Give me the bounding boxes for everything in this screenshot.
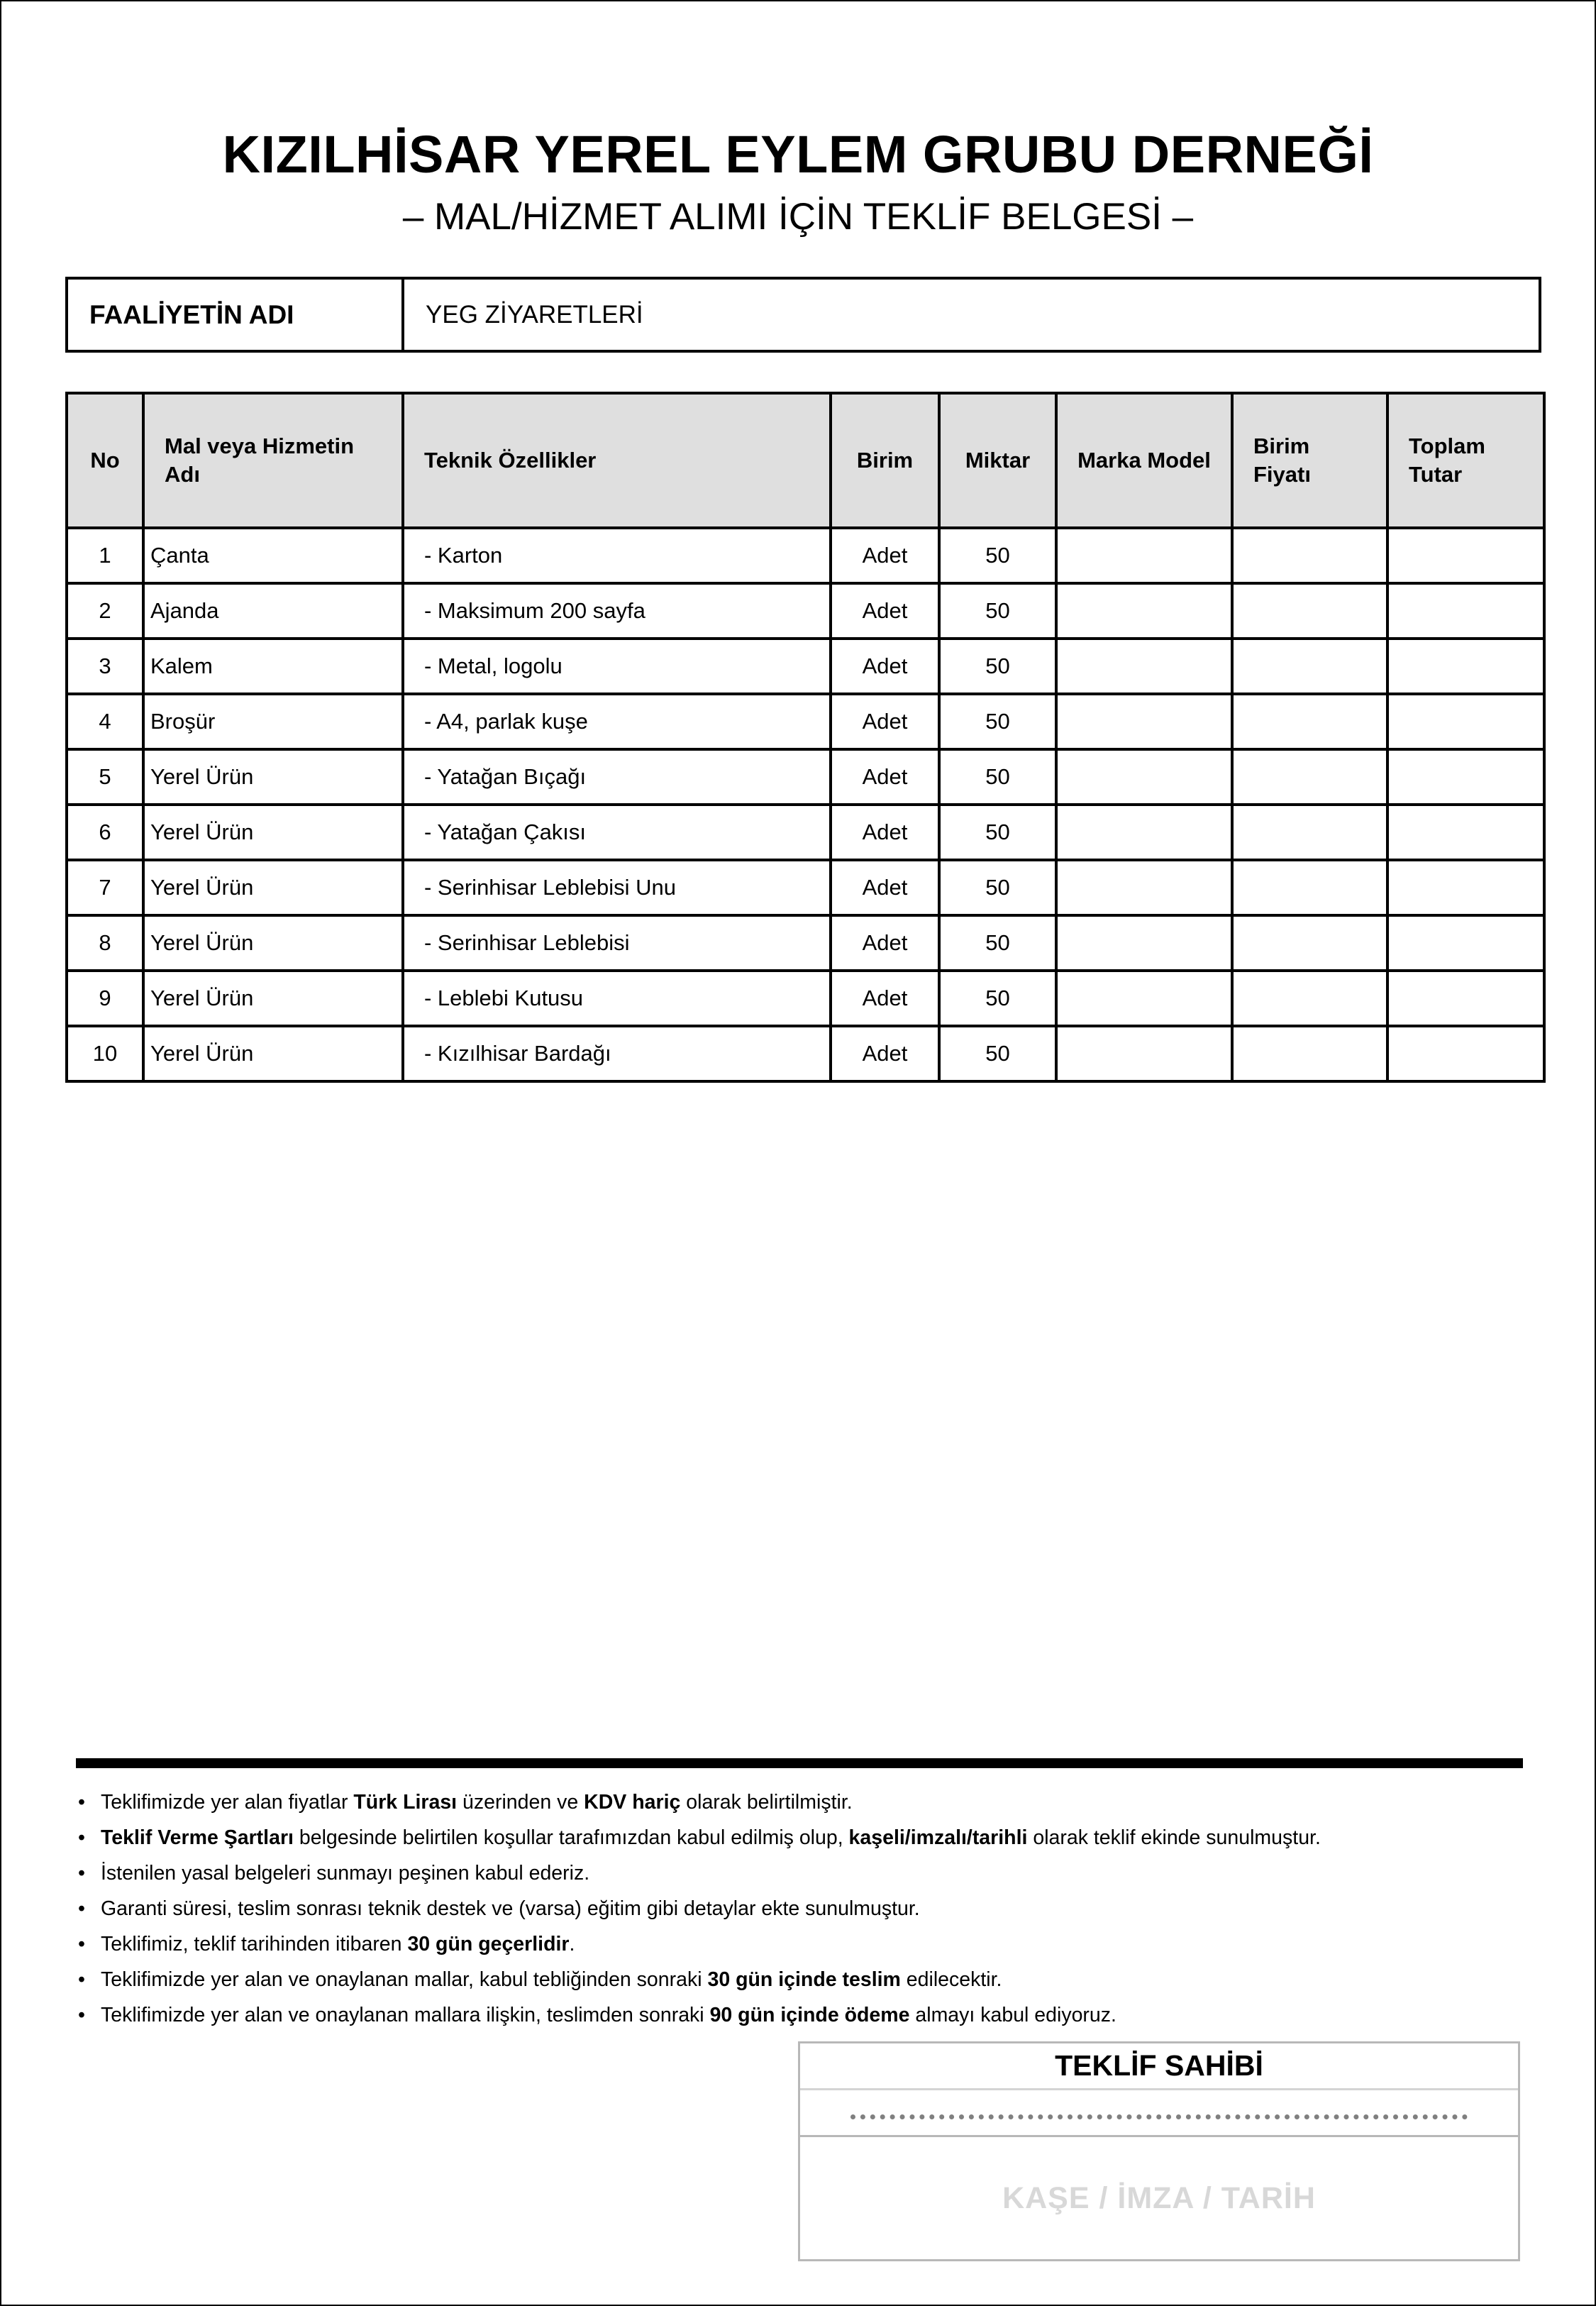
- header-item-name: [143, 393, 403, 528]
- activity-box: [65, 277, 1541, 353]
- signature-title: TEKLİF SAHİBİ: [800, 2043, 1518, 2090]
- cell-no: 7: [67, 860, 143, 915]
- cell-unit-price[interactable]: [1232, 915, 1387, 971]
- table-header-row: [67, 393, 1544, 528]
- note-emphasis: 90 gün içinde ödeme: [709, 2004, 910, 2026]
- header-total: [1387, 393, 1544, 528]
- cell-brand[interactable]: [1056, 528, 1232, 583]
- cell-brand[interactable]: [1056, 805, 1232, 860]
- table-row: [67, 1026, 1544, 1081]
- table-row: [67, 915, 1544, 971]
- note-text: İstenilen yasal belgeleri sunmayı peşinen kabul ederiz.: [101, 1862, 590, 1885]
- cell-total[interactable]: [1387, 805, 1544, 860]
- cell-item-name: Yerel Ürün: [143, 805, 403, 860]
- list-item: [78, 1820, 1532, 1855]
- cell-spec: - Serinhisar Leblebisi Unu: [403, 860, 831, 915]
- cell-unit-price[interactable]: [1232, 528, 1387, 583]
- cell-unit: Adet: [831, 694, 939, 749]
- cell-brand[interactable]: [1056, 694, 1232, 749]
- cell-qty: 50: [939, 860, 1056, 915]
- cell-qty: 50: [939, 805, 1056, 860]
- table-row: [67, 749, 1544, 805]
- cell-item-name: Yerel Ürün: [143, 860, 403, 915]
- cell-total[interactable]: [1387, 694, 1544, 749]
- cell-qty: 50: [939, 528, 1056, 583]
- cell-unit: Adet: [831, 971, 939, 1026]
- header-unit-price-line1: Birim: [1253, 433, 1310, 458]
- cell-brand[interactable]: [1056, 639, 1232, 694]
- bullet-icon: •: [78, 1933, 85, 1955]
- cell-brand[interactable]: [1056, 1026, 1232, 1081]
- bullet-icon: •: [78, 1968, 85, 1991]
- cell-unit-price[interactable]: [1232, 805, 1387, 860]
- cell-total[interactable]: [1387, 583, 1544, 639]
- note-emphasis: Teklif Verme Şartları: [101, 1826, 294, 1849]
- note-emphasis: 30 gün geçerlidir: [407, 1933, 570, 1955]
- note-emphasis: KDV hariç: [584, 1791, 681, 1814]
- note-text: olarak belirtilmiştir.: [680, 1791, 853, 1814]
- bullet-icon: •: [78, 1862, 85, 1885]
- cell-no: 1: [67, 528, 143, 583]
- cell-qty: 50: [939, 694, 1056, 749]
- cell-spec: - Serinhisar Leblebisi: [403, 915, 831, 971]
- activity-label: FAALİYETİN ADI: [68, 280, 404, 350]
- cell-total[interactable]: [1387, 915, 1544, 971]
- table-row: [67, 694, 1544, 749]
- cell-spec: - A4, parlak kuşe: [403, 694, 831, 749]
- cell-brand[interactable]: [1056, 749, 1232, 805]
- note-text: almayı kabul ediyoruz.: [909, 2004, 1116, 2026]
- list-item: [78, 1962, 1532, 1997]
- note-text: Teklifimizde yer alan ve onaylanan mallara ilişkin, teslimden sonraki: [101, 2004, 710, 2026]
- cell-unit: Adet: [831, 805, 939, 860]
- cell-unit-price[interactable]: [1232, 749, 1387, 805]
- cell-unit: Adet: [831, 639, 939, 694]
- dotted-line: [850, 2114, 1468, 2119]
- cell-brand[interactable]: [1056, 971, 1232, 1026]
- table-row: [67, 639, 1544, 694]
- header-total-line1: Toplam: [1409, 433, 1485, 458]
- cell-spec: - Metal, logolu: [403, 639, 831, 694]
- cell-total[interactable]: [1387, 1026, 1544, 1081]
- note-text: Garanti süresi, teslim sonrası teknik destek ve (varsa) eğitim gibi detaylar ekte sunulmuştur.: [101, 1897, 920, 1920]
- header-unit-price: [1232, 393, 1387, 528]
- note-text: Teklifimiz, teklif tarihinden itibaren: [101, 1933, 408, 1955]
- section-divider: [76, 1758, 1523, 1768]
- header-unit-price-line2: Fiyatı: [1253, 462, 1311, 487]
- cell-spec: - Yatağan Çakısı: [403, 805, 831, 860]
- cell-unit-price[interactable]: [1232, 1026, 1387, 1081]
- header-spec: Teknik Özellikler: [403, 393, 831, 528]
- bullet-icon: •: [78, 1791, 85, 1814]
- cell-brand[interactable]: [1056, 860, 1232, 915]
- table-row: [67, 971, 1544, 1026]
- cell-unit: Adet: [831, 749, 939, 805]
- cell-no: 10: [67, 1026, 143, 1081]
- bullet-icon: •: [78, 1826, 85, 1849]
- header-item-name-line1: Mal veya Hizmetin: [165, 433, 355, 458]
- note-text: üzerinden ve: [457, 1791, 584, 1814]
- cell-spec: - Karton: [403, 528, 831, 583]
- cell-brand[interactable]: [1056, 915, 1232, 971]
- stamp-signature-date-area[interactable]: KAŞE / İMZA / TARİH: [1002, 2180, 1316, 2215]
- cell-qty: 50: [939, 1026, 1056, 1081]
- cell-spec: - Leblebi Kutusu: [403, 971, 831, 1026]
- cell-no: 3: [67, 639, 143, 694]
- list-item: [78, 1855, 1532, 1891]
- list-item: [78, 1926, 1532, 1962]
- cell-item-name: Yerel Ürün: [143, 1026, 403, 1081]
- cell-total[interactable]: [1387, 528, 1544, 583]
- signature-name-line[interactable]: [800, 2090, 1518, 2137]
- cell-item-name: Ajanda: [143, 583, 403, 639]
- cell-unit-price[interactable]: [1232, 860, 1387, 915]
- cell-total[interactable]: [1387, 971, 1544, 1026]
- cell-no: 4: [67, 694, 143, 749]
- cell-unit: Adet: [831, 583, 939, 639]
- header-brand: Marka Model: [1056, 393, 1232, 528]
- cell-total[interactable]: [1387, 749, 1544, 805]
- cell-qty: 50: [939, 749, 1056, 805]
- table-row: [67, 860, 1544, 915]
- cell-spec: - Maksimum 200 sayfa: [403, 583, 831, 639]
- note-text: edilecektir.: [900, 1968, 1002, 1991]
- header-total-line2: Tutar: [1409, 462, 1463, 487]
- cell-no: 5: [67, 749, 143, 805]
- cell-item-name: Yerel Ürün: [143, 915, 403, 971]
- note-text: olarak teklif ekinde sunulmuştur.: [1027, 1826, 1321, 1849]
- cell-unit-price[interactable]: [1232, 639, 1387, 694]
- note-text: Teklifimizde yer alan fiyatlar: [101, 1791, 354, 1814]
- header-no: No: [67, 393, 143, 528]
- bullet-icon: •: [78, 2004, 85, 2026]
- cell-brand[interactable]: [1056, 583, 1232, 639]
- note-emphasis: 30 gün içinde teslim: [707, 1968, 901, 1991]
- signature-box: [798, 2041, 1520, 2261]
- bullet-icon: •: [78, 1897, 85, 1920]
- list-item: [78, 1891, 1532, 1926]
- note-text: Teklifimizde yer alan ve onaylanan mallar, kabul tebliğinden sonraki: [101, 1968, 708, 1991]
- note-emphasis: kaşeli/imzalı/tarihli: [848, 1826, 1028, 1849]
- cell-item-name: Broşür: [143, 694, 403, 749]
- cell-unit-price[interactable]: [1232, 971, 1387, 1026]
- items-table: [65, 392, 1546, 1083]
- activity-value: YEG ZİYARETLERİ: [426, 300, 643, 329]
- document-subtitle: – MAL/HİZMET ALIMI İÇİN TEKLİF BELGESİ –: [402, 196, 1194, 238]
- table-row: [67, 805, 1544, 860]
- cell-qty: 50: [939, 971, 1056, 1026]
- cell-spec: - Yatağan Bıçağı: [403, 749, 831, 805]
- list-item: [78, 1784, 1532, 1820]
- cell-unit-price[interactable]: [1232, 694, 1387, 749]
- cell-unit: Adet: [831, 1026, 939, 1081]
- cell-no: 2: [67, 583, 143, 639]
- header-qty: Miktar: [939, 393, 1056, 528]
- cell-unit: Adet: [831, 860, 939, 915]
- cell-item-name: Yerel Ürün: [143, 971, 403, 1026]
- table-row: [67, 528, 1544, 583]
- table-row: [67, 583, 1544, 639]
- cell-item-name: Kalem: [143, 639, 403, 694]
- cell-qty: 50: [939, 915, 1056, 971]
- cell-total[interactable]: [1387, 639, 1544, 694]
- note-emphasis: Türk Lirası: [353, 1791, 458, 1814]
- note-text: belgesinde belirtilen koşullar tarafımızdan kabul edilmiş olup,: [293, 1826, 849, 1849]
- cell-no: 9: [67, 971, 143, 1026]
- organization-title: KIZILHİSAR YEREL EYLEM GRUBU DERNEĞİ: [222, 125, 1374, 184]
- cell-qty: 50: [939, 583, 1056, 639]
- cell-unit: Adet: [831, 528, 939, 583]
- cell-no: 8: [67, 915, 143, 971]
- header-unit: Birim: [831, 393, 939, 528]
- cell-spec: - Kızılhisar Bardağı: [403, 1026, 831, 1081]
- cell-no: 6: [67, 805, 143, 860]
- header-item-name-line2: Adı: [165, 462, 200, 487]
- note-text: .: [569, 1933, 575, 1955]
- cell-unit: Adet: [831, 915, 939, 971]
- cell-total[interactable]: [1387, 860, 1544, 915]
- list-item: [78, 1997, 1532, 2033]
- cell-item-name: Çanta: [143, 528, 403, 583]
- conditions-list: [78, 1784, 1532, 2033]
- cell-qty: 50: [939, 639, 1056, 694]
- cell-item-name: Yerel Ürün: [143, 749, 403, 805]
- cell-unit-price[interactable]: [1232, 583, 1387, 639]
